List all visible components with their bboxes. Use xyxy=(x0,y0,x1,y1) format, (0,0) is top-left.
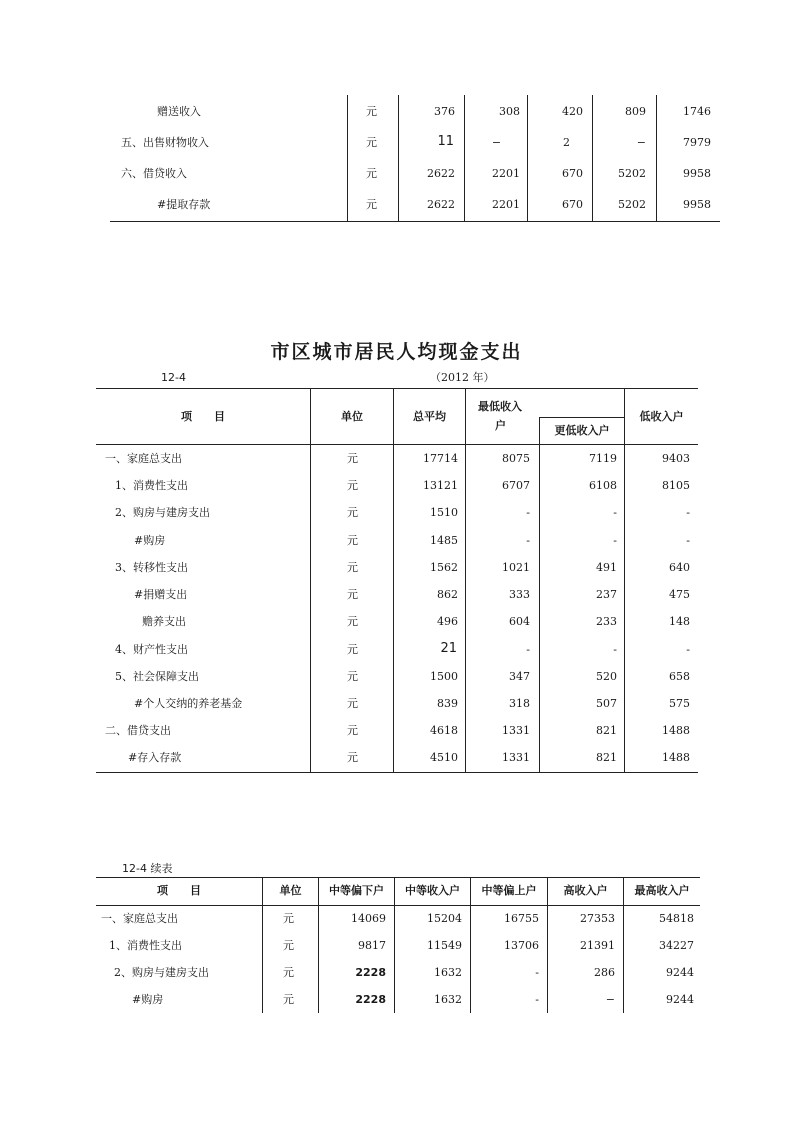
row-label: #个人交纳的养老基金 xyxy=(134,697,243,710)
row-unit: 元 xyxy=(283,912,294,925)
cell: 11549 xyxy=(427,939,462,952)
cell: 658 xyxy=(669,670,690,683)
top-cell: 420 xyxy=(562,105,583,118)
top-row-label: #提取存款 xyxy=(157,198,211,211)
cell: - xyxy=(526,534,530,547)
cell: 347 xyxy=(509,670,530,683)
cell: 520 xyxy=(596,670,617,683)
top-cell: 376 xyxy=(434,105,455,118)
cont-header: 中等收入户 xyxy=(405,884,460,897)
row-unit: 元 xyxy=(347,643,358,656)
cell: 21391 xyxy=(580,939,615,952)
row-unit: 元 xyxy=(347,561,358,574)
cell: - xyxy=(535,993,539,1006)
cell: 475 xyxy=(669,588,690,601)
top-row-unit: 元 xyxy=(366,198,377,211)
cell: 821 xyxy=(596,724,617,737)
row-unit: 元 xyxy=(347,724,358,737)
row-unit: 元 xyxy=(347,479,358,492)
row-label: 2、购房与建房支出 xyxy=(115,506,210,519)
cell: 496 xyxy=(437,615,458,628)
top-cell: 2622 xyxy=(427,167,455,180)
cell: 333 xyxy=(509,588,530,601)
header-avg: 总平均 xyxy=(413,410,446,423)
row-unit: 元 xyxy=(347,751,358,764)
top-cell: 308 xyxy=(499,105,520,118)
top-cell: 9958 xyxy=(683,167,711,180)
cell: - xyxy=(686,643,690,656)
row-label: 赡养支出 xyxy=(142,615,186,628)
row-label: 2、购房与建房支出 xyxy=(114,966,209,979)
cont-header: 中等偏上户 xyxy=(481,884,537,897)
cell: 2228 xyxy=(355,966,386,979)
cell: 604 xyxy=(509,615,530,628)
cell: 9817 xyxy=(358,939,386,952)
cont-header: 高收入户 xyxy=(563,884,608,897)
cell: 286 xyxy=(594,966,615,979)
row-label: 1、消费性支出 xyxy=(115,479,188,492)
cell: 1331 xyxy=(502,724,530,737)
cell: 237 xyxy=(596,588,617,601)
cell: 14069 xyxy=(351,912,386,925)
page-title: 市区城市居民人均现金支出 xyxy=(270,341,523,363)
top-cell: − xyxy=(636,136,646,149)
cell: 507 xyxy=(596,697,617,710)
top-cell: 670 xyxy=(562,198,583,211)
cell: 1632 xyxy=(434,966,462,979)
row-unit: 元 xyxy=(283,993,294,1006)
cell: 9244 xyxy=(666,966,694,979)
top-cell: 2 xyxy=(563,136,570,149)
cell: 9244 xyxy=(666,993,694,1006)
cell: 148 xyxy=(669,615,690,628)
top-row-unit: 元 xyxy=(366,167,377,180)
cell: 54818 xyxy=(659,912,694,925)
cell: 15204 xyxy=(427,912,462,925)
cell: - xyxy=(613,506,617,519)
cell: - xyxy=(526,506,530,519)
cell: 1562 xyxy=(430,561,458,574)
cell: - xyxy=(526,643,530,656)
cell: - xyxy=(686,506,690,519)
top-cell: − xyxy=(491,136,502,149)
row-label: 一、家庭总支出 xyxy=(101,912,178,925)
cell: 7119 xyxy=(589,452,617,465)
cell: 491 xyxy=(596,561,617,574)
cell: 6707 xyxy=(502,479,530,492)
cont-table-code: 12-4 续表 xyxy=(122,862,173,875)
row-unit: 元 xyxy=(347,452,358,465)
top-cell: 2622 xyxy=(427,198,455,211)
row-unit: 元 xyxy=(347,615,358,628)
row-unit: 元 xyxy=(347,697,358,710)
top-row-unit: 元 xyxy=(366,105,377,118)
row-label: 一、家庭总支出 xyxy=(105,452,182,465)
top-cell: 11 xyxy=(437,134,454,149)
cell: 1488 xyxy=(662,724,690,737)
cell: 13706 xyxy=(504,939,539,952)
cont-header: 中等偏下户 xyxy=(329,884,384,897)
top-cell: 2201 xyxy=(492,198,520,211)
cell: 1331 xyxy=(502,751,530,764)
cell: 640 xyxy=(669,561,690,574)
cell: − xyxy=(605,993,615,1006)
row-unit: 元 xyxy=(347,506,358,519)
cell: - xyxy=(686,534,690,547)
cell: 1632 xyxy=(434,993,462,1006)
cell: 1488 xyxy=(662,751,690,764)
cell: 821 xyxy=(596,751,617,764)
top-cell: 5202 xyxy=(618,198,646,211)
cell: 6108 xyxy=(589,479,617,492)
top-row-label: 赠送收入 xyxy=(157,105,201,118)
cont-header: 最高收入户 xyxy=(634,884,690,897)
cell: 1510 xyxy=(430,506,458,519)
header-low: 低收入户 xyxy=(639,410,684,423)
header-lowest-2: 户 xyxy=(495,419,506,432)
cell: 2228 xyxy=(355,993,386,1006)
row-label: 1、消费性支出 xyxy=(109,939,182,952)
top-row-label: 五、出售财物收入 xyxy=(121,136,209,149)
top-cell: 1746 xyxy=(683,105,711,118)
top-cell: 7979 xyxy=(683,136,711,149)
row-label: #购房 xyxy=(132,993,164,1006)
table-code: 12-4 xyxy=(161,371,186,384)
cont-header: 单位 xyxy=(279,884,302,897)
cell: - xyxy=(613,643,617,656)
cell: 13121 xyxy=(423,479,458,492)
row-unit: 元 xyxy=(347,588,358,601)
row-unit: 元 xyxy=(347,534,358,547)
cell: 9403 xyxy=(662,452,690,465)
cell: 16755 xyxy=(504,912,539,925)
top-cell: 9958 xyxy=(683,198,711,211)
header-poorest: 更低收入户 xyxy=(554,424,610,437)
row-unit: 元 xyxy=(283,939,294,952)
top-row-unit: 元 xyxy=(366,136,377,149)
cell: 8105 xyxy=(662,479,690,492)
cell: 575 xyxy=(669,697,690,710)
row-label: 5、社会保障支出 xyxy=(115,670,199,683)
cell: 4510 xyxy=(430,751,458,764)
cell: 1021 xyxy=(502,561,530,574)
cell: 4618 xyxy=(430,724,458,737)
row-label: #捐赠支出 xyxy=(134,588,188,601)
cell: 21 xyxy=(440,641,457,656)
cont-header: 项 目 xyxy=(157,884,201,897)
header-lowest: 最低收入 xyxy=(478,400,522,413)
top-cell: 809 xyxy=(625,105,646,118)
cell: 839 xyxy=(437,697,458,710)
table-year: （2012 年） xyxy=(430,371,495,384)
top-row-label: 六、借贷收入 xyxy=(121,167,187,180)
top-cell: 2201 xyxy=(492,167,520,180)
cell: 1500 xyxy=(430,670,458,683)
cell: 862 xyxy=(437,588,458,601)
cell: 8075 xyxy=(502,452,530,465)
cell: 233 xyxy=(596,615,617,628)
row-label: #购房 xyxy=(134,534,166,547)
top-cell: 5202 xyxy=(618,167,646,180)
row-label: 3、转移性支出 xyxy=(115,561,188,574)
top-cell: 670 xyxy=(562,167,583,180)
cell: - xyxy=(535,966,539,979)
row-label: #存入存款 xyxy=(128,751,182,764)
header-item: 项 目 xyxy=(181,410,225,423)
cell: 1485 xyxy=(430,534,458,547)
header-unit: 单位 xyxy=(341,410,363,423)
cell: 17714 xyxy=(423,452,458,465)
row-label: 二、借贷支出 xyxy=(105,724,171,737)
row-unit: 元 xyxy=(283,966,294,979)
cell: 318 xyxy=(509,697,530,710)
cell: 27353 xyxy=(580,912,615,925)
row-label: 4、财产性支出 xyxy=(115,643,188,656)
cell: 34227 xyxy=(659,939,694,952)
row-unit: 元 xyxy=(347,670,358,683)
cell: - xyxy=(613,534,617,547)
